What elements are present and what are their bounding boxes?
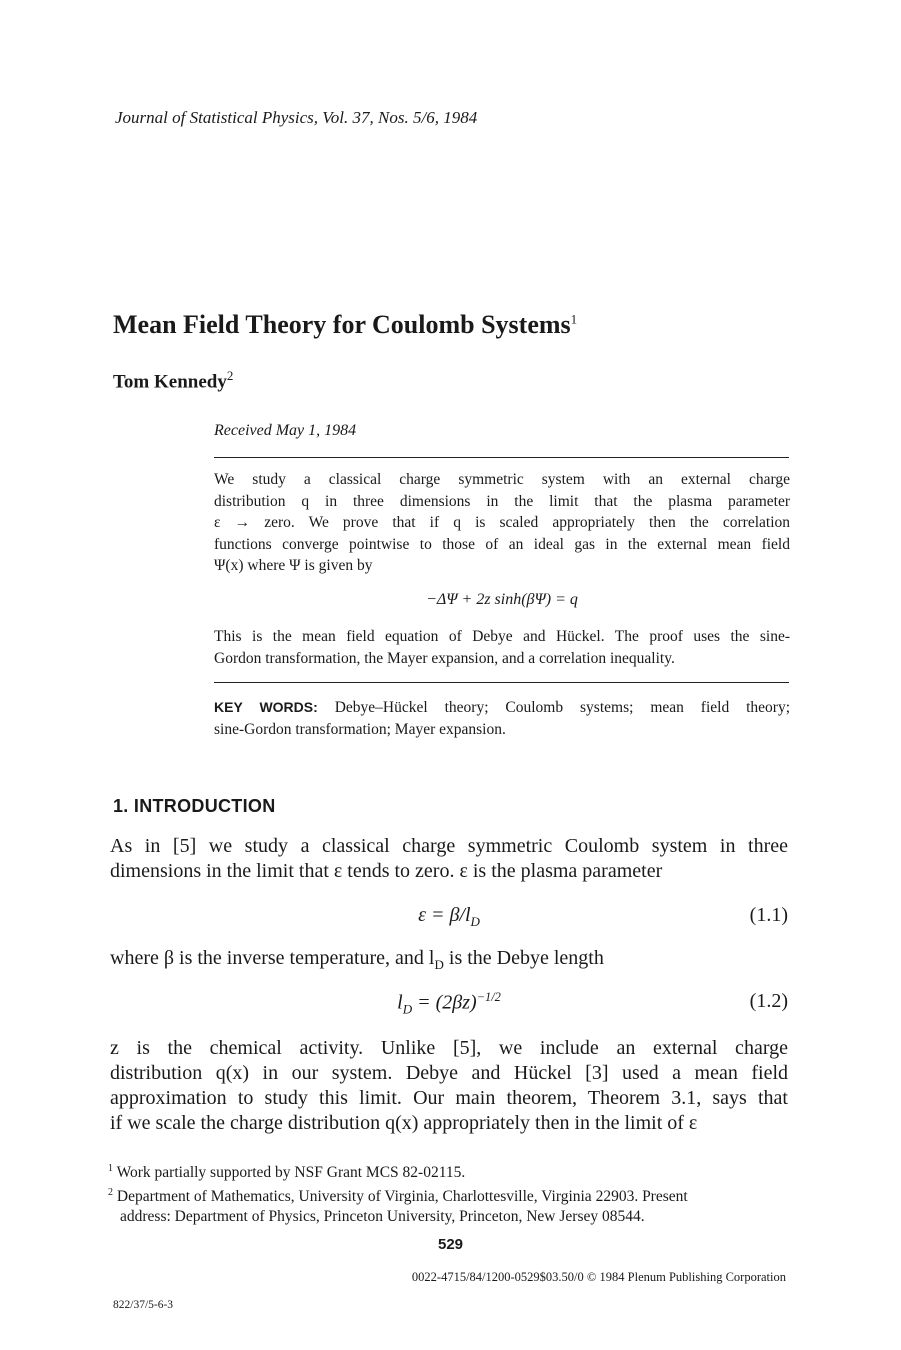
abstract-line: ε → zero. We prove that if q is scaled appropriately then the correlation: [214, 514, 790, 531]
abstract-line: functions converge pointwise to those of an ideal gas in the external mean field: [214, 535, 790, 553]
abstract-line: Ψ(x) where Ψ is given by: [214, 557, 373, 574]
abstract-line: This is the mean field equation of Debye and Hückel. The proof uses the sine-: [214, 628, 790, 645]
paragraph-3: [110, 1036, 788, 1136]
footnotes: [108, 1159, 788, 1227]
abstract-part2: [214, 626, 790, 669]
body-line: As in [5] we study a classical charge symmetric Coulomb system in three: [110, 835, 788, 857]
author-footnote-mark: 2: [226, 368, 234, 383]
keywords-label: KEY WORDS:: [214, 699, 318, 715]
keywords-line: sine-Gordon transformation; Mayer expansion.: [214, 720, 506, 738]
body-line: distribution q(x) in our system. Debye and Hückel [3] used a mean field: [110, 1062, 788, 1084]
footnote-text: Department of Mathematics, University of Virginia, Charlottesville, Virginia 22903. Present: [116, 1188, 688, 1206]
body-line: where β is the inverse temperature, and $l_D$ is the Debye length: [110, 947, 604, 972]
body-line: approximation to study this limit. Our main theorem, Theorem 3.1, says that: [110, 1087, 788, 1109]
paragraph-2: [110, 946, 788, 977]
paragraph-1: [110, 834, 788, 884]
footnote: [108, 1159, 788, 1183]
equation-1-1-expr: $\varepsilon = \beta/l_D$: [418, 904, 480, 929]
abstract-bottom-rule: [214, 682, 789, 683]
author-name: Tom Kennedy: [113, 371, 227, 393]
footnote-continuation: address: Department of Physics, Princeton University, Princeton, New Jersey 08544.: [120, 1208, 645, 1226]
abstract-equation: −ΔΨ + 2z sinh(βΨ) = q: [426, 591, 578, 608]
abstract-line: distribution q in three dimensions in the limit that the plasma parameter: [214, 492, 790, 510]
keywords-line: Debye–Hückel theory; Coulomb systems; mean field theory;: [334, 699, 791, 716]
page-number: 529: [437, 1236, 464, 1253]
abstract-part1: [214, 469, 790, 577]
footnote: [108, 1183, 788, 1207]
author: [113, 368, 233, 393]
footnote-text: Work partially supported by NSF Grant MCS 82-02115.: [116, 1164, 466, 1182]
copyright-line: 0022-4715/84/1200-0529$03.50/0 © 1984 Plenum Publishing Corporation: [411, 1270, 786, 1284]
body-line: z is the chemical activity. Unlike [5], we include an external charge: [110, 1037, 788, 1059]
received-date: Received May 1, 1984: [214, 422, 357, 439]
title-text: Mean Field Theory for Coulomb Systems: [113, 310, 571, 339]
abstract-top-rule: [214, 457, 789, 458]
equation-1-2-number: (1.2): [749, 990, 788, 1012]
section-heading: 1. INTRODUCTION: [113, 796, 276, 816]
equation-1-1-number: (1.1): [749, 904, 788, 926]
abstract-line: We study a classical charge symmetric system with an external charge: [214, 471, 790, 488]
body-line: if we scale the charge distribution q(x) appropriately then in the limit of ε: [110, 1112, 698, 1134]
footnote-mark: 2: [108, 1187, 113, 1199]
equation-1-2-expr: $l_D = (2\beta z)^{-1/2}$: [397, 990, 501, 1017]
document-code: 822/37/5-6-3: [113, 1299, 174, 1311]
footnote-mark: 1: [108, 1163, 113, 1174]
keywords: [214, 697, 790, 740]
journal-citation: Journal of Statistical Physics, Vol. 37, Nos. 5/6, 1984: [115, 108, 478, 127]
body-line: dimensions in the limit that ε tends to zero. ε is the plasma parameter: [110, 860, 663, 882]
title-footnote-mark: 1: [570, 311, 578, 327]
paper-title: [113, 310, 577, 340]
abstract-line: Gordon transformation, the Mayer expansion, and a correlation inequality.: [214, 649, 675, 667]
